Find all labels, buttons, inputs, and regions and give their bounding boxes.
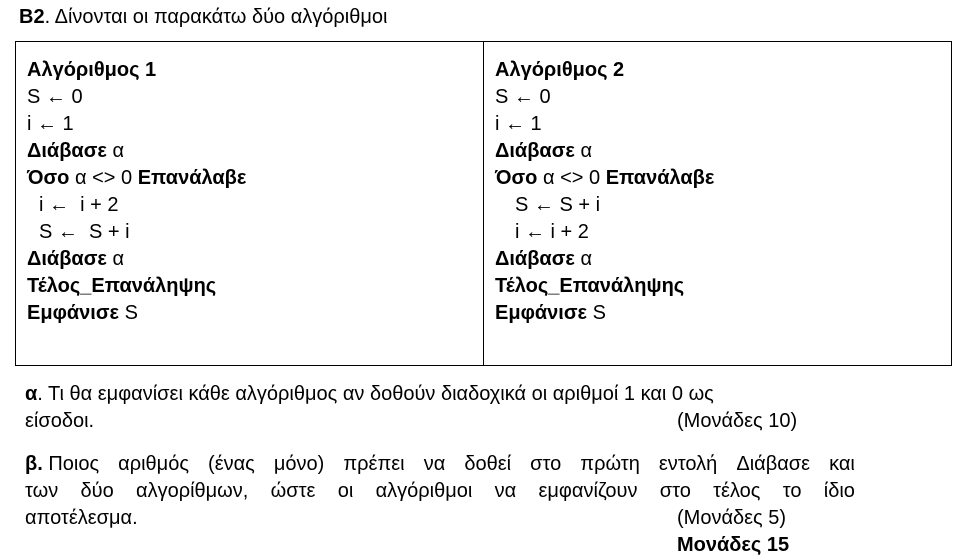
question-b-word: δύο bbox=[80, 480, 114, 502]
question-b-word: ώστε bbox=[270, 480, 316, 502]
algorithm-2-title: Αλγόριθμος 2 bbox=[495, 59, 625, 81]
question-b-word: πρέπει bbox=[343, 453, 405, 475]
question-b-word: αλγόριθμοι bbox=[375, 480, 473, 502]
question-b-word: (ένας bbox=[208, 453, 255, 475]
code-text: α <> 0 bbox=[537, 167, 606, 189]
algo1-line-4 bbox=[27, 165, 483, 192]
section-label: Β2 bbox=[19, 6, 45, 28]
algo2-line-8 bbox=[495, 273, 951, 300]
question-b bbox=[25, 451, 855, 559]
question-b-word: να bbox=[423, 453, 446, 475]
section-heading-text: . Δίνονται οι παρακάτω δύο αλγόριθμοι bbox=[44, 6, 388, 28]
question-b-line-1 bbox=[25, 451, 855, 478]
total-marks: Μονάδες 15 bbox=[677, 534, 790, 556]
algo1-line-5 bbox=[27, 192, 483, 219]
code-text: S bbox=[587, 302, 606, 324]
question-b-word: τέλος bbox=[713, 480, 761, 502]
code-text: α bbox=[574, 140, 593, 162]
code-keyword: Διάβασε bbox=[495, 248, 575, 270]
code-keyword: Διάβασε bbox=[27, 248, 107, 270]
algo2-line-7 bbox=[495, 246, 951, 273]
code-text: i ← i + 2 bbox=[39, 194, 119, 216]
question-a-marks: (Μονάδες 10) bbox=[677, 410, 798, 432]
algorithm-1-title: Αλγόριθμος 1 bbox=[27, 59, 157, 81]
question-b-word: το bbox=[782, 480, 802, 502]
code-text: i ← 1 bbox=[27, 113, 74, 135]
algo2-line-2 bbox=[495, 111, 951, 138]
question-a-text: . Τι θα εμφανίσει κάθε αλγόριθμος αν δοθούν διαδοχικά οι αριθμοί 1 και 0 ως bbox=[37, 383, 714, 405]
question-b-word: εμφανίζουν bbox=[538, 480, 638, 502]
question-a-line-1 bbox=[25, 381, 855, 408]
question-b-line-3 bbox=[25, 505, 855, 532]
question-b-word: στο bbox=[659, 480, 691, 502]
code-keyword: Επανάλαβε bbox=[137, 167, 247, 189]
algo1-line-8 bbox=[27, 273, 483, 300]
question-b-word: και bbox=[829, 453, 855, 475]
code-text: α bbox=[106, 248, 125, 270]
algo2-line-4 bbox=[495, 165, 951, 192]
algo1-line-1 bbox=[27, 84, 483, 111]
question-b-label: β. bbox=[25, 453, 49, 475]
algorithm-2-column bbox=[484, 42, 951, 365]
code-keyword: Διάβασε bbox=[27, 140, 107, 162]
code-keyword: Εμφάνισε bbox=[27, 302, 120, 324]
question-b-word: αριθμός bbox=[118, 453, 189, 475]
algo2-line-3 bbox=[495, 138, 951, 165]
question-b-text-end: αποτέλεσμα. bbox=[25, 507, 138, 529]
question-b-word: στο bbox=[530, 453, 562, 475]
algo1-line-6 bbox=[27, 219, 483, 246]
code-keyword: Όσο bbox=[27, 167, 70, 189]
question-b-word: β. Ποιος bbox=[25, 453, 100, 475]
algo2-line-5 bbox=[495, 192, 951, 219]
code-text: α bbox=[106, 140, 125, 162]
code-keyword: Όσο bbox=[495, 167, 538, 189]
code-text: S ← S + i bbox=[39, 221, 130, 243]
algorithms-table bbox=[15, 41, 952, 366]
question-b-word: Διάβασε bbox=[736, 453, 811, 475]
code-text: i ← 1 bbox=[495, 113, 542, 135]
question-b-word: δοθεί bbox=[464, 453, 512, 475]
algorithm-1-column bbox=[16, 42, 484, 365]
code-keyword: Τέλος_Επανάληψης bbox=[495, 275, 685, 297]
question-a bbox=[25, 381, 855, 435]
question-a-text-cont: είσοδοι. bbox=[25, 410, 95, 432]
question-b-word: εντολή bbox=[658, 453, 718, 475]
algo1-line-9 bbox=[27, 300, 483, 327]
algo2-line-9 bbox=[495, 300, 951, 327]
question-b-word: ίδιο bbox=[823, 480, 855, 502]
question-b-word: να bbox=[494, 480, 517, 502]
question-b-line-2 bbox=[25, 478, 855, 505]
code-text: i ← i + 2 bbox=[515, 221, 589, 243]
code-keyword: Διάβασε bbox=[495, 140, 575, 162]
algo2-line-6 bbox=[495, 219, 951, 246]
code-text: α <> 0 bbox=[69, 167, 138, 189]
question-b-word: αλγορίθμων, bbox=[136, 480, 249, 502]
algo1-line-2 bbox=[27, 111, 483, 138]
question-b-word: οι bbox=[337, 480, 354, 502]
question-b-word: πρώτη bbox=[580, 453, 640, 475]
question-b-word: μόνο) bbox=[273, 453, 325, 475]
algo1-line-7 bbox=[27, 246, 483, 273]
code-keyword: Τέλος_Επανάληψης bbox=[27, 275, 217, 297]
algo2-line-1 bbox=[495, 84, 951, 111]
code-text: α bbox=[574, 248, 593, 270]
question-b-marks: (Μονάδες 5) bbox=[677, 507, 787, 529]
code-text: S bbox=[119, 302, 138, 324]
question-b-word: των bbox=[25, 480, 59, 502]
code-text: S ← S + i bbox=[515, 194, 601, 216]
code-text: S ← 0 bbox=[495, 86, 551, 108]
question-a-label: α bbox=[25, 383, 38, 405]
code-keyword: Επανάλαβε bbox=[605, 167, 715, 189]
section-heading bbox=[19, 4, 387, 30]
code-keyword: Εμφάνισε bbox=[495, 302, 588, 324]
code-text: S ← 0 bbox=[27, 86, 83, 108]
question-a-line-2 bbox=[25, 408, 855, 435]
algo1-line-3 bbox=[27, 138, 483, 165]
